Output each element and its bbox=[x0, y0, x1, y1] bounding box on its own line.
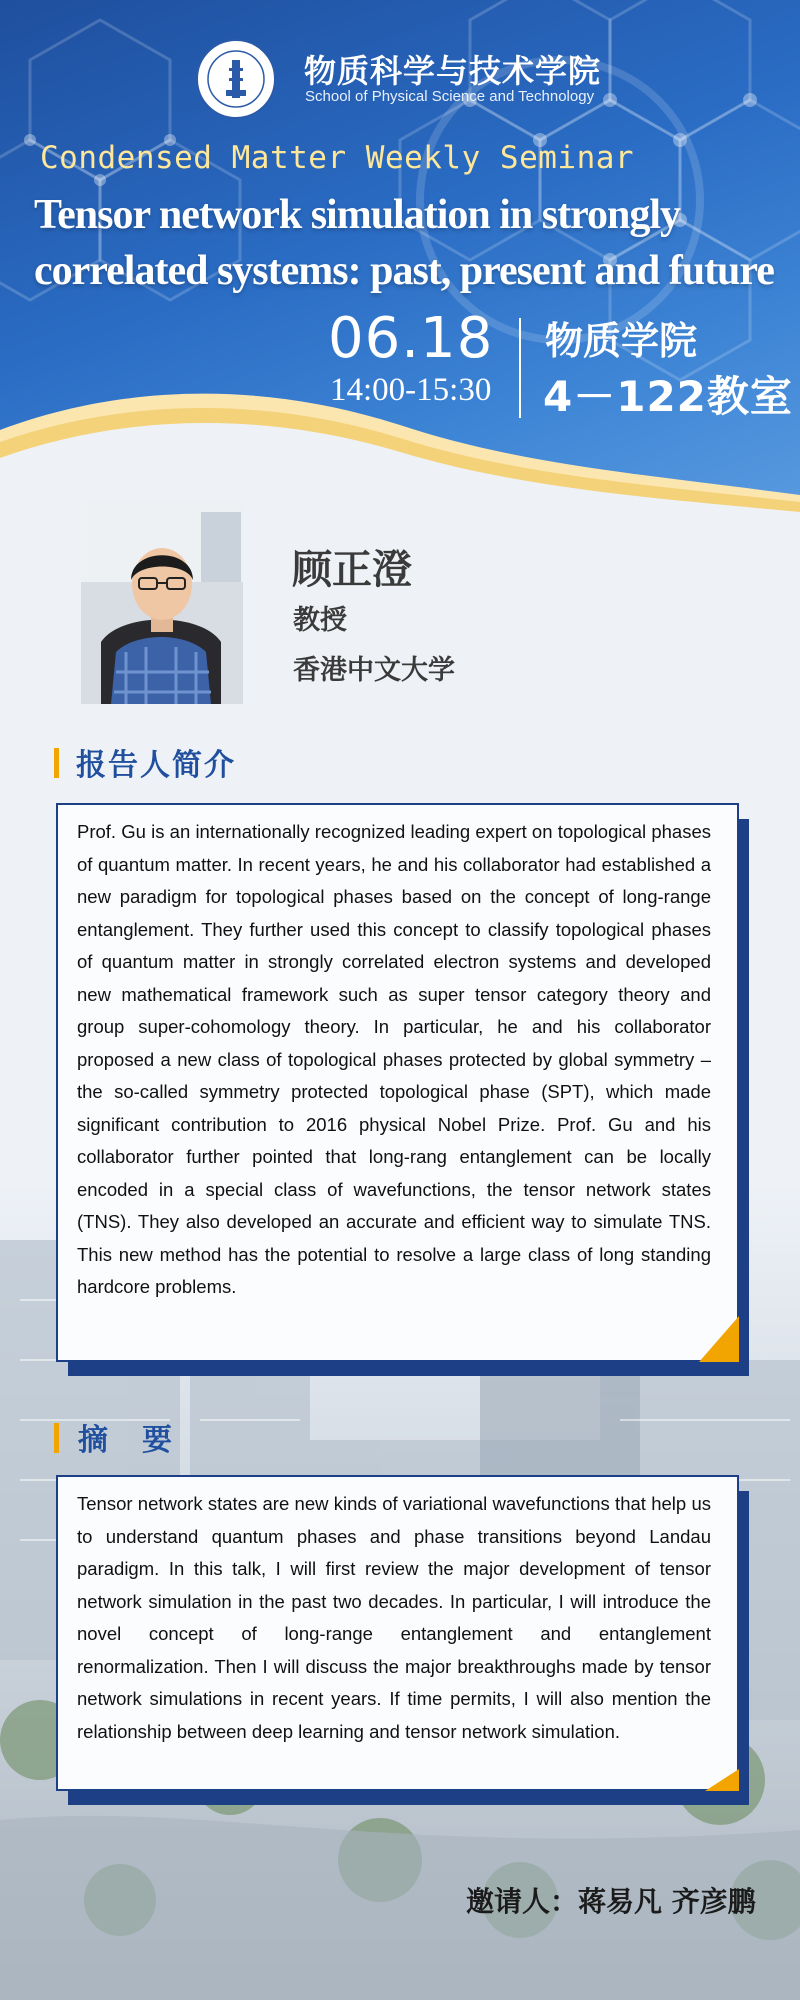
speaker-rank: 教授 bbox=[293, 605, 347, 636]
bio-text: Prof. Gu is an internationally recognized leading expert on topological phases of quantum matter. In recent years, he and his collaborator had established a new paradigm for topological phases based on the concept of long-range entanglement. They further used this concept to classify topological phases of quantum matter in strongly correlated electron systems and developed new mathematical framework such as super tensor category theory and group super-cohomology theory. In particular, he and his collaborator proposed a new class of topological phases protected by global symmetry – the so-called symmetry protected topological phase (SPT), which made significant contribution to 2016 physical Nobel Prize. Prof. Gu and his collaborator further pointed that long-rang entanglement can be locally encoded in a special class of wavefunctions, the tensor network states (TNS). They also developed an accurate and efficient way to simulate TNS. This new method has the potential to resolve a large class of long standing hardcore problems. bbox=[77, 821, 711, 1297]
venue-building: 物质学院 bbox=[545, 319, 698, 363]
date-venue-divider bbox=[519, 318, 521, 418]
speaker-photo bbox=[81, 502, 243, 704]
university-logo bbox=[195, 38, 277, 120]
speaker-affiliation: 香港中文大学 bbox=[293, 655, 455, 686]
venue-room: 4－122教室 bbox=[543, 372, 793, 421]
poster-header bbox=[0, 0, 800, 520]
bio-box-corner-icon bbox=[699, 1316, 739, 1362]
speaker-name: 顾正澄 bbox=[292, 546, 412, 593]
abstract-text: Tensor network states are new kinds of variational wavefunctions that help us to understand quantum phases and phase transitions beyond Landau paradigm. In this talk, I will first review the major development of tensor network simulation in the past two decades. In particular, I will introduce the novel concept of long-range entanglement and entanglement renormalization. Then I will discuss the major breakthroughs made by tensor network simulations in recent years. If time permits, I will also mention the relationship between deep learning and tensor network simulation. bbox=[77, 1493, 711, 1742]
bio-section-marker bbox=[54, 748, 59, 778]
abstract-section-title: 摘 要 bbox=[78, 1423, 174, 1458]
talk-date: 06.18 bbox=[328, 306, 494, 371]
school-name-en: School of Physical Science and Technology bbox=[305, 88, 595, 105]
bio-section-title: 报告人简介 bbox=[76, 748, 236, 783]
inviter-line: 邀请人：蒋易凡 齐彦鹏 bbox=[466, 1885, 756, 1918]
abstract-box-corner-icon bbox=[705, 1769, 739, 1791]
abstract-section-marker bbox=[54, 1423, 59, 1453]
talk-title: Tensor network simulation in strongly correlated systems: past, present and future bbox=[34, 192, 774, 294]
talk-time: 14:00-15:30 bbox=[330, 372, 492, 408]
seminar-series: Condensed Matter Weekly Seminar bbox=[40, 140, 635, 176]
school-name-cn: 物质科学与技术学院 bbox=[304, 52, 602, 90]
